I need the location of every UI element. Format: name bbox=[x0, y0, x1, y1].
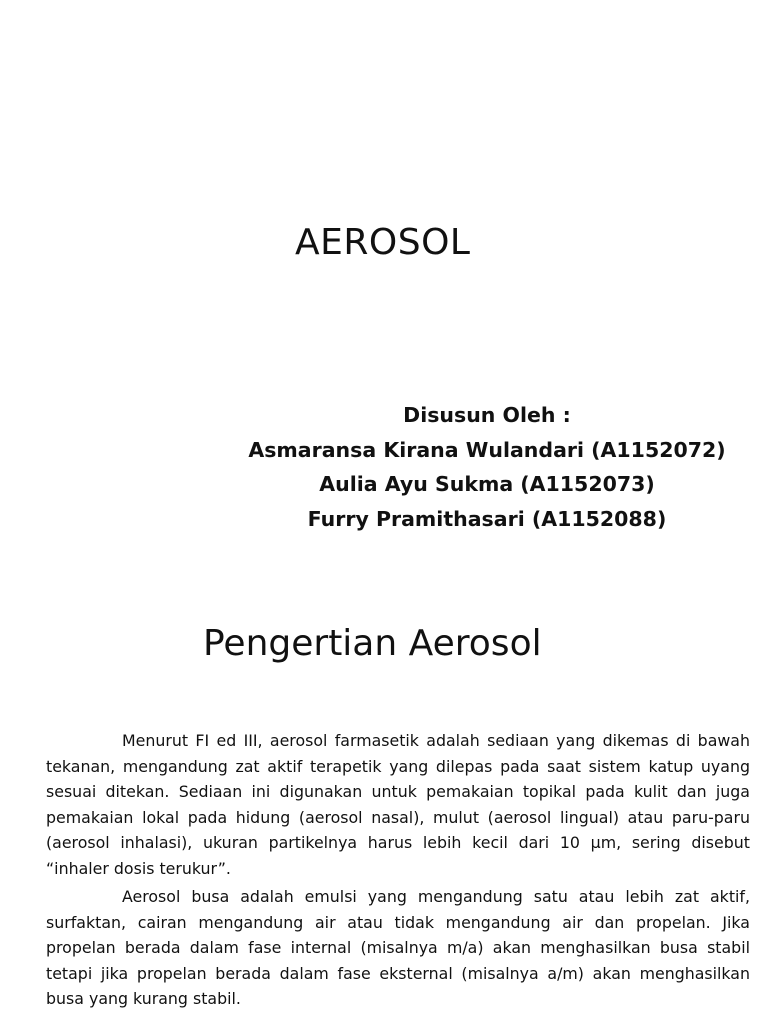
paragraph: Menurut FI ed III, aerosol farmasetik adalah sediaan yang dikemas di bawah tekanan, mengandung zat aktif terapetik yang dilepas pada saat sistem katup uyang sesuai ditekan. Sediaan ini digunakan untuk pemakaian topikal pada kulit dan juga pemakaian lokal pada hidung (aerosol nasal), mulut (aerosol lingual) atau paru-paru (aerosol inhalasi), ukuran partikelnya harus lebih kecil dari 10 µm, sering disebut “inhaler dosis terukur”. bbox=[46, 731, 750, 878]
paragraph: Aerosol busa adalah emulsi yang mengandung satu atau lebih zat aktif, surfaktan, cairan mengandung air atau tidak mengandung air dan propelan. Jika propelan berada dalam fase internal (misalnya m/a) akan menghasilkan busa stabil tetapi jika propelan berada dalam fase eksternal (misalnya a/m) akan menghasilkan busa yang kurang stabil. bbox=[46, 887, 750, 1008]
authors-block bbox=[232, 398, 742, 536]
body-text bbox=[46, 728, 750, 1015]
section-title: Pengertian Aerosol bbox=[203, 623, 542, 664]
author-name: Aulia Ayu Sukma (A1152073) bbox=[319, 472, 655, 496]
slide-title: AEROSOL bbox=[295, 222, 471, 263]
author-name: Asmaransa Kirana Wulandari (A1152072) bbox=[248, 437, 726, 462]
authors-heading: Disusun Oleh : bbox=[403, 403, 571, 427]
author-name: Furry Pramithasari (A1152088) bbox=[307, 506, 667, 531]
